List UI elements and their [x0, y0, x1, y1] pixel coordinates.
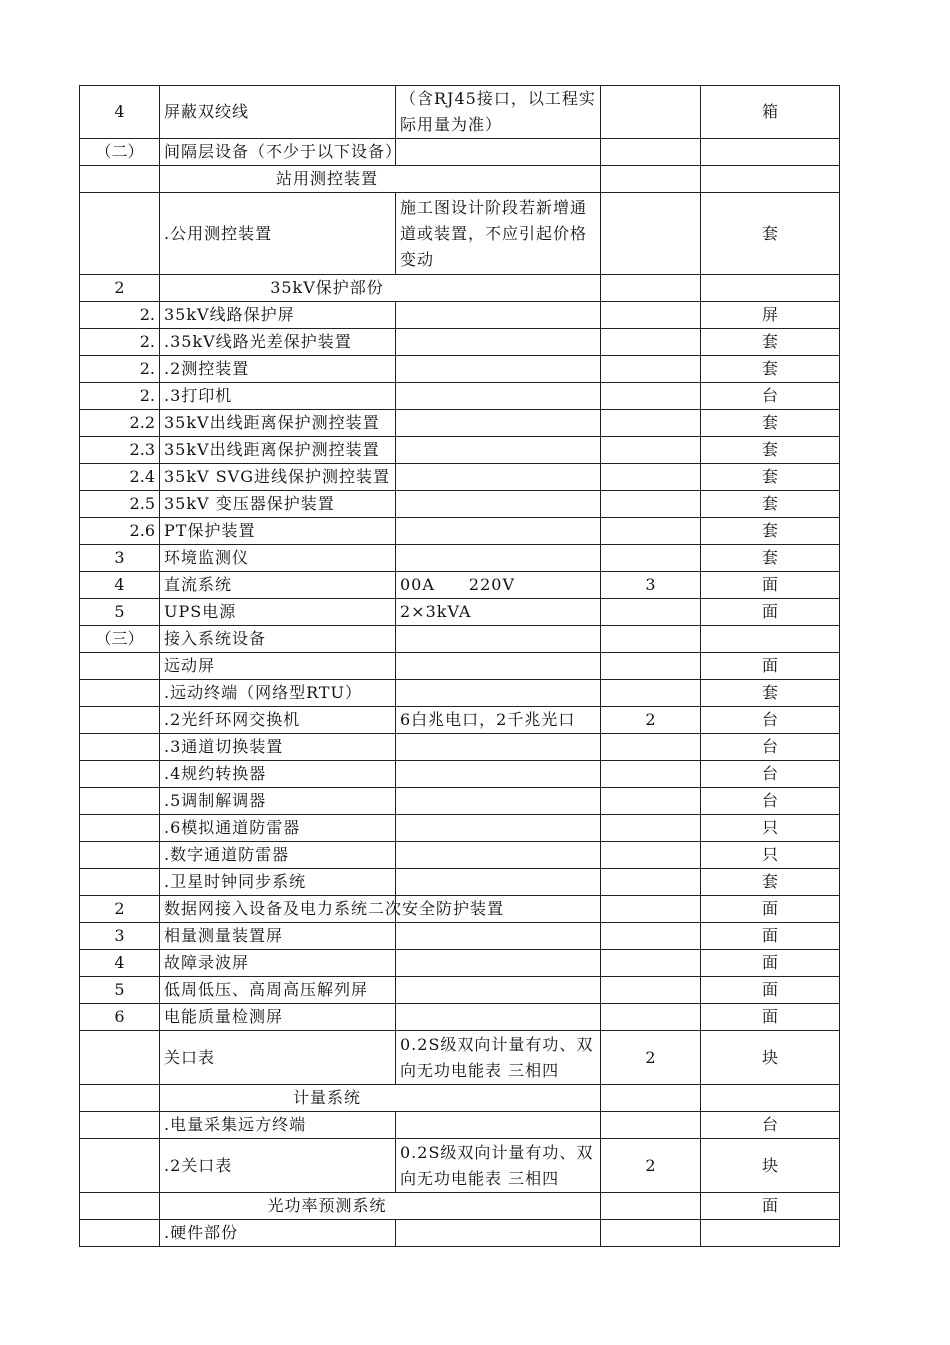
unit-cell: 面	[701, 653, 840, 680]
quantity-cell	[601, 329, 701, 356]
item-name-cell: .2关口表	[160, 1139, 396, 1193]
quantity-cell	[601, 1004, 701, 1031]
unit-cell: 套	[701, 680, 840, 707]
quantity-cell	[601, 869, 701, 896]
row-index-cell: 2.	[80, 302, 160, 329]
spec-cell	[396, 734, 601, 761]
table-row	[80, 545, 840, 572]
unit-cell: 面	[701, 599, 840, 626]
table-row	[80, 1031, 840, 1085]
item-name-cell: .6模拟通道防雷器	[160, 815, 396, 842]
table-row	[80, 815, 840, 842]
row-index-cell: 2.	[80, 383, 160, 410]
table-row	[80, 491, 840, 518]
row-index-cell: 3	[80, 545, 160, 572]
table-row	[80, 788, 840, 815]
spec-cell	[396, 356, 601, 383]
quantity-cell	[601, 1193, 701, 1220]
section-title-cell: 计量系统	[160, 1085, 601, 1112]
item-name-cell: 低周低压、高周高压解列屏	[160, 977, 396, 1004]
quantity-cell: 2	[601, 1031, 701, 1085]
row-index-cell	[80, 680, 160, 707]
spec-cell	[396, 626, 601, 653]
spec-cell	[396, 869, 601, 896]
unit-cell: 面	[701, 572, 840, 599]
row-index-cell	[80, 1193, 160, 1220]
unit-cell	[701, 1220, 840, 1247]
spec-cell	[396, 302, 601, 329]
table-row	[80, 410, 840, 437]
spec-cell	[396, 545, 601, 572]
table-row	[80, 1193, 840, 1220]
spec-cell	[396, 653, 601, 680]
unit-cell: 套	[701, 410, 840, 437]
equipment-table	[79, 85, 840, 1247]
row-index-cell: 2.4	[80, 464, 160, 491]
table-row	[80, 166, 840, 193]
quantity-cell	[601, 302, 701, 329]
item-name-cell: UPS电源	[160, 599, 396, 626]
spec-cell	[396, 761, 601, 788]
spec-cell: 6白兆电口，2千兆光口	[396, 707, 601, 734]
row-index-cell	[80, 734, 160, 761]
unit-cell: 屏	[701, 302, 840, 329]
table-row	[80, 896, 840, 923]
item-name-cell: 远动屏	[160, 653, 396, 680]
unit-cell: 套	[701, 464, 840, 491]
table-row	[80, 437, 840, 464]
row-index-cell: 4	[80, 86, 160, 139]
unit-cell: 套	[701, 193, 840, 275]
item-name-cell: 35kV线路保护屏	[160, 302, 396, 329]
quantity-cell	[601, 437, 701, 464]
table-row	[80, 86, 840, 139]
quantity-cell	[601, 761, 701, 788]
quantity-cell	[601, 166, 701, 193]
spec-cell	[396, 1220, 601, 1247]
table-row	[80, 977, 840, 1004]
table-row	[80, 1139, 840, 1193]
row-index-cell	[80, 815, 160, 842]
table-row	[80, 139, 840, 166]
quantity-cell	[601, 950, 701, 977]
spec-cell	[396, 464, 601, 491]
row-index-cell	[80, 1112, 160, 1139]
quantity-cell	[601, 815, 701, 842]
spec-cell	[396, 437, 601, 464]
row-index-cell	[80, 1220, 160, 1247]
quantity-cell	[601, 788, 701, 815]
table-row	[80, 464, 840, 491]
quantity-cell	[601, 410, 701, 437]
quantity-cell	[601, 977, 701, 1004]
table-row	[80, 599, 840, 626]
row-index-cell	[80, 653, 160, 680]
row-index-cell: 6	[80, 1004, 160, 1031]
row-index-cell	[80, 788, 160, 815]
row-index-cell: 5	[80, 977, 160, 1004]
row-index-cell: 2.6	[80, 518, 160, 545]
spec-cell: 0.2S级双向计量有功、双向无功电能表 三相四	[396, 1139, 601, 1193]
spec-cell	[396, 977, 601, 1004]
quantity-cell	[601, 86, 701, 139]
quantity-cell: 2	[601, 1139, 701, 1193]
table-row	[80, 1004, 840, 1031]
item-name-cell: 环境监测仪	[160, 545, 396, 572]
quantity-cell	[601, 464, 701, 491]
unit-cell: 台	[701, 1112, 840, 1139]
unit-cell: 面	[701, 950, 840, 977]
row-index-cell: 2	[80, 896, 160, 923]
item-name-cell: 35kV出线距离保护测控装置	[160, 410, 396, 437]
item-name-cell: 接入系统设备	[160, 626, 396, 653]
item-name-cell: 屏蔽双绞线	[160, 86, 396, 139]
quantity-cell	[601, 1112, 701, 1139]
item-name-cell: 关口表	[160, 1031, 396, 1085]
unit-cell: 套	[701, 329, 840, 356]
quantity-cell	[601, 491, 701, 518]
item-name-cell: 相量测量装置屏	[160, 923, 396, 950]
item-name-cell: .卫星时钟同步系统	[160, 869, 396, 896]
table-row	[80, 869, 840, 896]
unit-cell: 台	[701, 707, 840, 734]
spec-cell	[396, 518, 601, 545]
table-row	[80, 1112, 840, 1139]
row-index-cell: 2.	[80, 356, 160, 383]
item-name-cell: .公用测控装置	[160, 193, 396, 275]
spec-cell: 施工图设计阶段若新增通道或装置，不应引起价格变动	[396, 193, 601, 275]
item-name-cell: .3打印机	[160, 383, 396, 410]
spec-cell	[396, 329, 601, 356]
row-index-cell: 2	[80, 275, 160, 302]
equipment-table-body	[80, 86, 840, 1247]
unit-cell: 套	[701, 491, 840, 518]
row-index-cell: 2.5	[80, 491, 160, 518]
unit-cell	[701, 1085, 840, 1112]
unit-cell: 套	[701, 545, 840, 572]
unit-cell: 台	[701, 383, 840, 410]
item-name-cell: 间隔层设备（不少于以下设备）	[160, 139, 396, 166]
table-row	[80, 275, 840, 302]
row-index-cell	[80, 842, 160, 869]
unit-cell: 面	[701, 1193, 840, 1220]
row-index-cell	[80, 1139, 160, 1193]
quantity-cell	[601, 545, 701, 572]
table-row	[80, 518, 840, 545]
table-row	[80, 356, 840, 383]
quantity-cell	[601, 599, 701, 626]
row-index-cell: （二）	[80, 139, 160, 166]
quantity-cell	[601, 653, 701, 680]
item-name-cell: .电量采集远方终端	[160, 1112, 396, 1139]
unit-cell: 套	[701, 437, 840, 464]
table-row	[80, 680, 840, 707]
row-index-cell	[80, 193, 160, 275]
spec-cell	[396, 1112, 601, 1139]
table-row	[80, 923, 840, 950]
unit-cell: 只	[701, 842, 840, 869]
quantity-cell	[601, 923, 701, 950]
spec-cell	[396, 815, 601, 842]
spec-cell	[396, 842, 601, 869]
spec-cell: 00A 220V	[396, 572, 601, 599]
quantity-cell	[601, 734, 701, 761]
quantity-cell	[601, 842, 701, 869]
table-row	[80, 572, 840, 599]
section-title-cell: 站用测控装置	[160, 166, 601, 193]
spec-cell	[396, 788, 601, 815]
item-name-cell: .硬件部份	[160, 1220, 396, 1247]
unit-cell: 套	[701, 518, 840, 545]
item-name-cell: 35kV 变压器保护装置	[160, 491, 396, 518]
quantity-cell	[601, 626, 701, 653]
table-row	[80, 383, 840, 410]
row-index-cell: 4	[80, 572, 160, 599]
spec-cell: 2×3kVA	[396, 599, 601, 626]
item-name-cell: 35kV SVG进线保护测控装置	[160, 464, 396, 491]
table-row	[80, 950, 840, 977]
row-index-cell: 2.3	[80, 437, 160, 464]
table-row	[80, 193, 840, 275]
item-name-cell: 电能质量检测屏	[160, 1004, 396, 1031]
item-name-cell: .5调制解调器	[160, 788, 396, 815]
row-index-cell	[80, 707, 160, 734]
item-name-cell: .2测控装置	[160, 356, 396, 383]
item-name-cell: .4规约转换器	[160, 761, 396, 788]
quantity-cell	[601, 518, 701, 545]
row-index-cell: （三）	[80, 626, 160, 653]
spec-cell: （含RJ45接口，以工程实际用量为准）	[396, 86, 601, 139]
table-row	[80, 653, 840, 680]
quantity-cell	[601, 356, 701, 383]
unit-cell: 面	[701, 923, 840, 950]
item-name-cell: 数据网接入设备及电力系统二次安全防护装置	[160, 896, 396, 923]
table-row	[80, 1220, 840, 1247]
spec-cell	[396, 410, 601, 437]
table-row	[80, 761, 840, 788]
unit-cell: 套	[701, 869, 840, 896]
row-index-cell: 2.2	[80, 410, 160, 437]
item-name-cell: .远动终端（网络型RTU）	[160, 680, 396, 707]
spec-cell	[396, 491, 601, 518]
item-name-cell: 故障录波屏	[160, 950, 396, 977]
item-name-cell: .2光纤环网交换机	[160, 707, 396, 734]
row-index-cell: 2.	[80, 329, 160, 356]
quantity-cell: 2	[601, 707, 701, 734]
item-name-cell: 35kV出线距离保护测控装置	[160, 437, 396, 464]
unit-cell: 只	[701, 815, 840, 842]
unit-cell: 块	[701, 1031, 840, 1085]
item-name-cell: 直流系统	[160, 572, 396, 599]
spec-cell	[396, 139, 601, 166]
row-index-cell	[80, 869, 160, 896]
item-name-cell: .数字通道防雷器	[160, 842, 396, 869]
section-title-cell: 35kV保护部份	[160, 275, 601, 302]
quantity-cell	[601, 383, 701, 410]
quantity-cell	[601, 275, 701, 302]
unit-cell	[701, 626, 840, 653]
unit-cell: 套	[701, 356, 840, 383]
quantity-cell	[601, 680, 701, 707]
unit-cell	[701, 166, 840, 193]
table-row	[80, 1085, 840, 1112]
unit-cell: 面	[701, 896, 840, 923]
table-row	[80, 302, 840, 329]
unit-cell	[701, 139, 840, 166]
table-row	[80, 707, 840, 734]
unit-cell: 台	[701, 788, 840, 815]
row-index-cell	[80, 761, 160, 788]
quantity-cell	[601, 1220, 701, 1247]
unit-cell: 块	[701, 1139, 840, 1193]
table-row	[80, 842, 840, 869]
spec-cell	[396, 680, 601, 707]
unit-cell: 台	[701, 734, 840, 761]
table-row	[80, 329, 840, 356]
row-index-cell	[80, 1085, 160, 1112]
row-index-cell	[80, 1031, 160, 1085]
unit-cell: 箱	[701, 86, 840, 139]
quantity-cell: 3	[601, 572, 701, 599]
row-index-cell	[80, 166, 160, 193]
item-name-cell: PT保护装置	[160, 518, 396, 545]
quantity-cell	[601, 896, 701, 923]
row-index-cell: 5	[80, 599, 160, 626]
row-index-cell: 3	[80, 923, 160, 950]
unit-cell: 面	[701, 1004, 840, 1031]
unit-cell: 面	[701, 977, 840, 1004]
spec-cell	[396, 950, 601, 977]
quantity-cell	[601, 1085, 701, 1112]
quantity-cell	[601, 193, 701, 275]
spec-cell	[396, 1004, 601, 1031]
item-name-cell: .35kV线路光差保护装置	[160, 329, 396, 356]
table-row	[80, 734, 840, 761]
quantity-cell	[601, 139, 701, 166]
spec-cell	[396, 923, 601, 950]
section-title-cell: 光功率预测系统	[160, 1193, 601, 1220]
table-row	[80, 626, 840, 653]
row-index-cell: 4	[80, 950, 160, 977]
unit-cell: 台	[701, 761, 840, 788]
item-name-cell: .3通道切换装置	[160, 734, 396, 761]
spec-cell	[396, 383, 601, 410]
spec-cell: 0.2S级双向计量有功、双向无功电能表 三相四	[396, 1031, 601, 1085]
unit-cell	[701, 275, 840, 302]
